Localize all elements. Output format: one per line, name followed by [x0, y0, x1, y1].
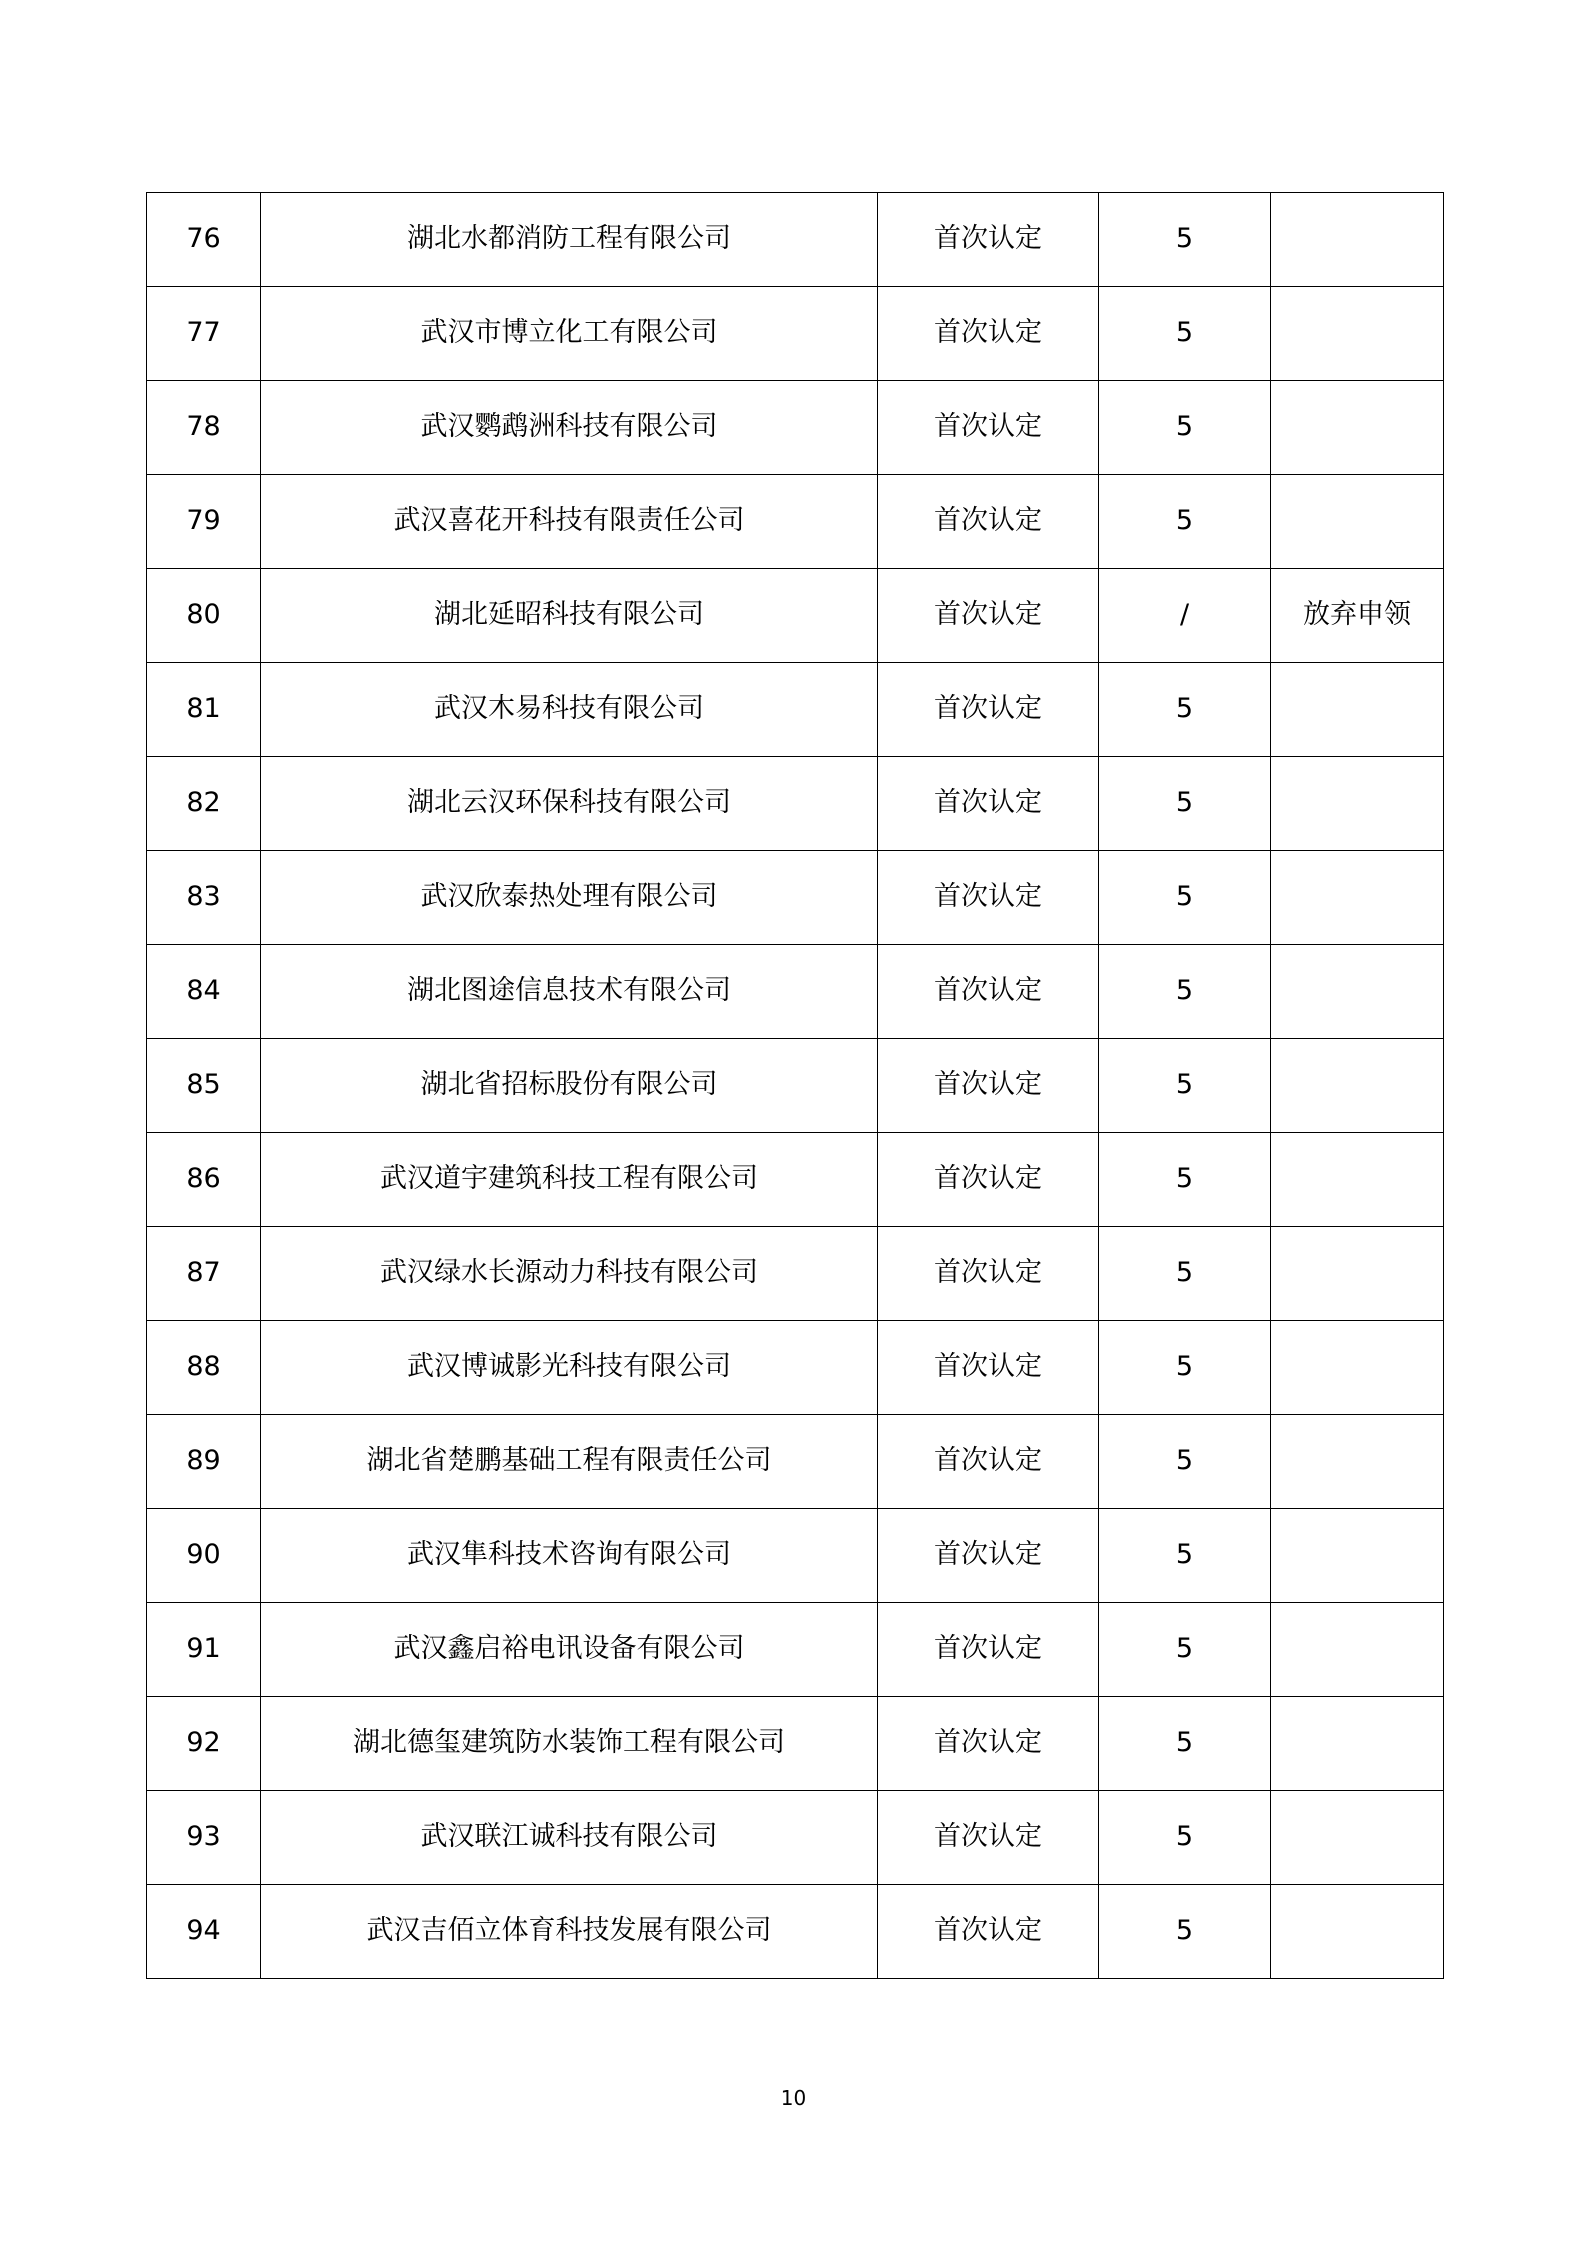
table-row: [147, 1039, 1444, 1133]
certification-type-cell: 首次认定: [878, 381, 1099, 475]
company-name-cell: 湖北水都消防工程有限公司: [261, 193, 878, 287]
company-name-cell: 湖北省楚鹏基础工程有限责任公司: [261, 1415, 878, 1509]
company-name-cell: 湖北延昭科技有限公司: [261, 569, 878, 663]
company-name-cell: 湖北省招标股份有限公司: [261, 1039, 878, 1133]
row-number-cell: 85: [147, 1039, 261, 1133]
table-row: [147, 1885, 1444, 1979]
score-cell: 5: [1099, 193, 1271, 287]
remark-cell: [1271, 1791, 1444, 1885]
certification-type-cell: 首次认定: [878, 1415, 1099, 1509]
score-cell: 5: [1099, 757, 1271, 851]
certification-type-cell: 首次认定: [878, 193, 1099, 287]
table-row: [147, 1227, 1444, 1321]
row-number-cell: 83: [147, 851, 261, 945]
company-name-cell: 湖北图途信息技术有限公司: [261, 945, 878, 1039]
company-name-cell: 武汉联江诚科技有限公司: [261, 1791, 878, 1885]
score-cell: /: [1099, 569, 1271, 663]
score-cell: 5: [1099, 475, 1271, 569]
remark-cell: [1271, 663, 1444, 757]
table-row: [147, 193, 1444, 287]
row-number-cell: 86: [147, 1133, 261, 1227]
table-row: [147, 851, 1444, 945]
certification-type-cell: 首次认定: [878, 569, 1099, 663]
certification-type-cell: 首次认定: [878, 1697, 1099, 1791]
certification-type-cell: 首次认定: [878, 945, 1099, 1039]
certification-type-cell: 首次认定: [878, 851, 1099, 945]
row-number-cell: 94: [147, 1885, 261, 1979]
row-number-cell: 92: [147, 1697, 261, 1791]
row-number-cell: 79: [147, 475, 261, 569]
score-cell: 5: [1099, 1227, 1271, 1321]
score-cell: 5: [1099, 1603, 1271, 1697]
certification-type-cell: 首次认定: [878, 1509, 1099, 1603]
remark-cell: [1271, 475, 1444, 569]
table-row: [147, 569, 1444, 663]
certification-type-cell: 首次认定: [878, 1603, 1099, 1697]
remark-cell: [1271, 1039, 1444, 1133]
remark-cell: [1271, 1415, 1444, 1509]
remark-cell: [1271, 1321, 1444, 1415]
company-name-cell: 武汉鹦鹉洲科技有限公司: [261, 381, 878, 475]
table-row: [147, 1415, 1444, 1509]
row-number-cell: 78: [147, 381, 261, 475]
remark-cell: [1271, 945, 1444, 1039]
company-name-cell: 武汉博诚影光科技有限公司: [261, 1321, 878, 1415]
row-number-cell: 81: [147, 663, 261, 757]
certification-type-cell: 首次认定: [878, 1039, 1099, 1133]
row-number-cell: 77: [147, 287, 261, 381]
remark-cell: [1271, 1697, 1444, 1791]
row-number-cell: 87: [147, 1227, 261, 1321]
remark-cell: [1271, 287, 1444, 381]
row-number-cell: 84: [147, 945, 261, 1039]
table-row: [147, 1509, 1444, 1603]
row-number-cell: 76: [147, 193, 261, 287]
table-row: [147, 287, 1444, 381]
certification-type-cell: 首次认定: [878, 475, 1099, 569]
remark-cell: [1271, 1227, 1444, 1321]
row-number-cell: 89: [147, 1415, 261, 1509]
row-number-cell: 90: [147, 1509, 261, 1603]
certification-type-cell: 首次认定: [878, 663, 1099, 757]
row-number-cell: 93: [147, 1791, 261, 1885]
certification-type-cell: 首次认定: [878, 287, 1099, 381]
remark-cell: [1271, 1509, 1444, 1603]
certification-type-cell: 首次认定: [878, 1133, 1099, 1227]
table-row: [147, 1791, 1444, 1885]
remark-cell: [1271, 193, 1444, 287]
certification-type-cell: 首次认定: [878, 1885, 1099, 1979]
company-name-cell: 湖北云汉环保科技有限公司: [261, 757, 878, 851]
table-row: [147, 1697, 1444, 1791]
remark-cell: 放弃申领: [1271, 569, 1444, 663]
score-cell: 5: [1099, 663, 1271, 757]
remark-cell: [1271, 1885, 1444, 1979]
company-name-cell: 武汉木易科技有限公司: [261, 663, 878, 757]
row-number-cell: 80: [147, 569, 261, 663]
score-cell: 5: [1099, 1509, 1271, 1603]
table-row: [147, 945, 1444, 1039]
table-row: [147, 1321, 1444, 1415]
company-name-cell: 武汉欣泰热处理有限公司: [261, 851, 878, 945]
certification-type-cell: 首次认定: [878, 757, 1099, 851]
row-number-cell: 91: [147, 1603, 261, 1697]
score-cell: 5: [1099, 945, 1271, 1039]
score-cell: 5: [1099, 1039, 1271, 1133]
remark-cell: [1271, 851, 1444, 945]
table-row: [147, 475, 1444, 569]
remark-cell: [1271, 1133, 1444, 1227]
certification-type-cell: 首次认定: [878, 1227, 1099, 1321]
company-table: [146, 192, 1444, 1979]
certification-type-cell: 首次认定: [878, 1321, 1099, 1415]
table-row: [147, 1603, 1444, 1697]
score-cell: 5: [1099, 1791, 1271, 1885]
score-cell: 5: [1099, 851, 1271, 945]
table-body: [147, 193, 1444, 1979]
remark-cell: [1271, 381, 1444, 475]
company-name-cell: 湖北德玺建筑防水装饰工程有限公司: [261, 1697, 878, 1791]
table-row: [147, 663, 1444, 757]
score-cell: 5: [1099, 1697, 1271, 1791]
remark-cell: [1271, 757, 1444, 851]
table-row: [147, 381, 1444, 475]
company-name-cell: 武汉市博立化工有限公司: [261, 287, 878, 381]
company-name-cell: 武汉鑫启裕电讯设备有限公司: [261, 1603, 878, 1697]
score-cell: 5: [1099, 1321, 1271, 1415]
company-name-cell: 武汉喜花开科技有限责任公司: [261, 475, 878, 569]
row-number-cell: 88: [147, 1321, 261, 1415]
score-cell: 5: [1099, 381, 1271, 475]
table-row: [147, 1133, 1444, 1227]
page-number: 10: [780, 2086, 807, 2110]
score-cell: 5: [1099, 1885, 1271, 1979]
row-number-cell: 82: [147, 757, 261, 851]
company-name-cell: 武汉道宇建筑科技工程有限公司: [261, 1133, 878, 1227]
company-name-cell: 武汉隼科技术咨询有限公司: [261, 1509, 878, 1603]
certification-type-cell: 首次认定: [878, 1791, 1099, 1885]
table-row: [147, 757, 1444, 851]
company-name-cell: 武汉绿水长源动力科技有限公司: [261, 1227, 878, 1321]
remark-cell: [1271, 1603, 1444, 1697]
score-cell: 5: [1099, 287, 1271, 381]
company-name-cell: 武汉吉佰立体育科技发展有限公司: [261, 1885, 878, 1979]
score-cell: 5: [1099, 1415, 1271, 1509]
score-cell: 5: [1099, 1133, 1271, 1227]
